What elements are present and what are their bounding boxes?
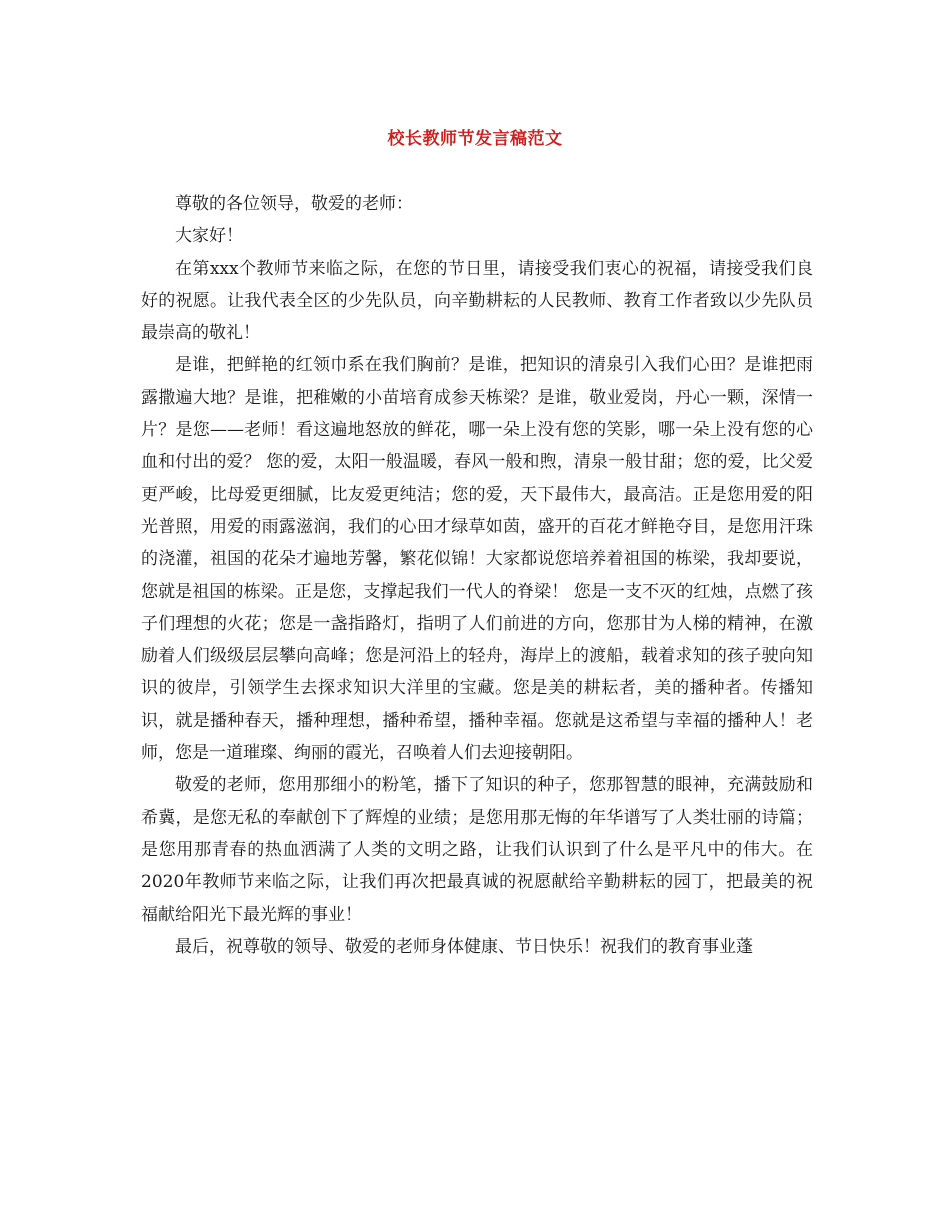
paragraph: 最后，祝尊敬的领导、敬爱的老师身体健康、节日快乐！祝我们的教育事业蓬 (175, 936, 753, 957)
paragraph: 在第xxx个教师节来临之际，在您的节日里，请接受我们衷心的祝福，请接受我们良好的祝愿。让我代表全区的少先队员，向辛勤耕耘的人民教师、教育工作者致以少先队员最崇高的敬礼！ (141, 258, 813, 344)
paragraph: 敬爱的老师，您用那细小的粉笔，播下了知识的种子，您那智慧的眼神，充满鼓励和希冀，是您无私的奉献创下了辉煌的业绩；是您用那无悔的年华谱写了人类壮丽的诗篇；是您用那青春的热血洒满了人类的文明之路，让我们认识到了什么是平凡中的伟大。在2020年教师节来临之际，让我们再次把最真诚的祝愿献给辛勤耕耘的园丁，把最美的祝福献给阳光下最光辉的事业！ (141, 775, 813, 925)
greeting: 大家好！ (175, 226, 243, 247)
paragraph: 是谁，把鲜艳的红领巾系在我们胸前？是谁，把知识的清泉引入我们心田？是谁把雨露撒遍大地？是谁，把稚嫩的小苗培育成参天栋梁？是谁，敬业爱岗，丹心一颗，深情一片？是您——老师！看这遍地怒放的鲜花，哪一朵上没有您的笑影，哪一朵上没有您的心血和付出的爱？ 您的爱，太阳一般温暖，春风一般和煦，清泉一般甘甜；您的爱，比父爱更严峻，比母爱更细腻，比友爱更纯洁；您的爱，天下最伟大，最高洁。正是您用爱的阳光普照，用爱的雨露滋润，我们的心田才绿草如茵，盛开的百花才鲜艳夺目，是您用汗珠的浇灌，祖国的花朵才遍地芳馨，繁花似锦！大家都说您培养着祖国的栋梁，我却要说，您就是祖国的栋梁。正是您，支撑起我们一代人的脊梁！ 您是一支不灭的红烛，点燃了孩子们理想的火花；您是一盏指路灯，指明了人们前进的方向，您那甘为人梯的精神，在激励着人们级级层层攀向高峰；您是河沿上的轻舟，海岸上的渡船，载着求知的孩子驶向知识的彼岸，引领学生去探求知识大洋里的宝藏。您是美的耕耘者，美的播种者。传播知识，就是播种春天，播种理想，播种希望，播种幸福。您就是这希望与幸福的播种人！老师，您是一道璀璨、绚丽的霞光，召唤着人们去迎接朝阳。 (141, 355, 813, 764)
salutation: 尊敬的各位领导，敬爱的老师： (175, 194, 413, 214)
document-body (141, 188, 813, 963)
document-title: 校长教师节发言稿范文 (387, 129, 563, 149)
